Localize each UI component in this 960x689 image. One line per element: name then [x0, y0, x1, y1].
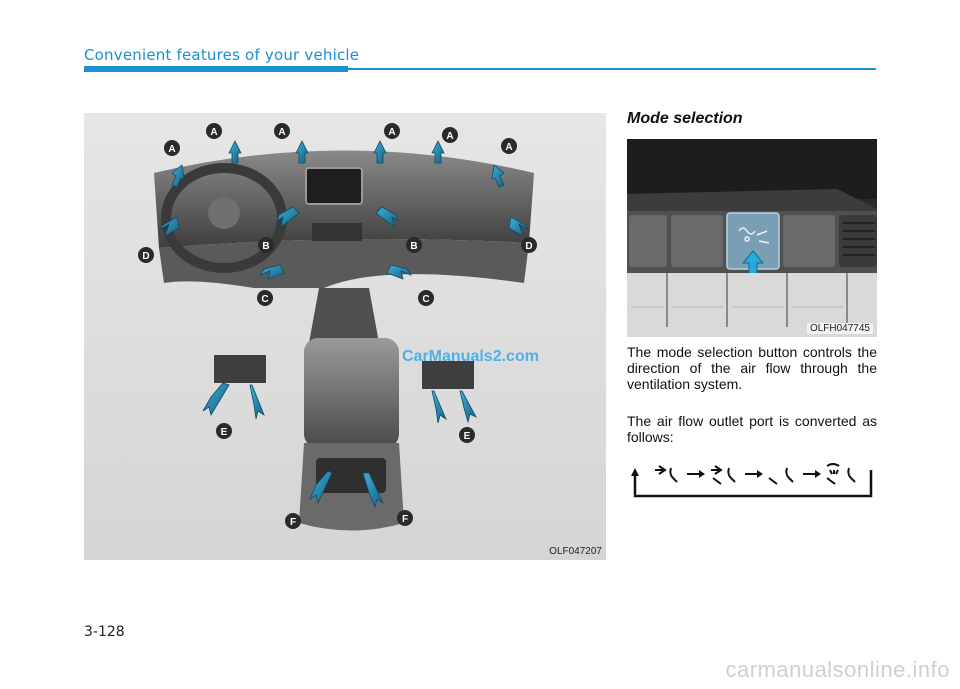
airflow-arrow [432, 391, 446, 423]
mode-sequence-diagram [627, 458, 877, 505]
outlet-label: F [289, 517, 297, 528]
mode-arrow [687, 470, 705, 478]
mode-arrow [803, 470, 821, 478]
panel-button [671, 215, 723, 267]
outlet-badge-a1 [206, 123, 222, 139]
header-rule-thick [84, 66, 348, 72]
steering-hub [208, 197, 240, 229]
mode-icon-floor-defrost [827, 464, 855, 484]
gear-area [309, 288, 379, 343]
outlet-label: A [505, 142, 513, 153]
outlet-badge-d2 [521, 237, 537, 253]
outlet-label: A [168, 144, 176, 155]
outlet-badge-b2 [406, 237, 422, 253]
figure-code: OLF047207 [549, 546, 602, 557]
outlet-badge-d1 [138, 247, 154, 263]
dashboard-illustration [84, 113, 606, 560]
outlet-badge-f1 [285, 513, 301, 529]
panel-button [783, 215, 835, 267]
mode-button-figure [627, 139, 877, 337]
center-screen [306, 168, 362, 204]
figure-code: OLFH047745 [807, 323, 873, 334]
panel-button [629, 215, 667, 267]
outlet-label: A [388, 127, 396, 138]
outlet-badge-b1 [258, 237, 274, 253]
outlet-badge-f2 [397, 510, 413, 526]
outlet-badge-a5 [164, 140, 180, 156]
outlet-label: A [210, 127, 218, 138]
climate-controls [312, 223, 362, 241]
dashboard-airflow-figure [84, 113, 606, 560]
page-number: 3-128 [84, 624, 125, 640]
mode-icon-floor [769, 468, 793, 484]
outlet-badge-a6 [501, 138, 517, 154]
outlet-label: C [422, 294, 430, 305]
header-rule-thin [348, 68, 876, 70]
outlet-badge-e2 [459, 427, 475, 443]
mode-icon-bi-level [711, 466, 735, 484]
mode-cycle-svg [627, 458, 877, 500]
outlet-badge-c1 [257, 290, 273, 306]
paragraph-mode-description: The mode selection button controls the direction of the air flow through the ventilation system. [627, 344, 877, 392]
outlet-label: F [401, 514, 409, 525]
airflow-arrow [460, 391, 476, 422]
outlet-label: D [142, 251, 150, 262]
outlet-label: A [446, 131, 454, 142]
outlet-badge-a2 [274, 123, 290, 139]
paragraph-conversion-intro: The air flow outlet port is converted as follows: [627, 413, 877, 445]
mode-icon-face [655, 466, 677, 482]
mode-arrow [745, 470, 763, 478]
outlet-badge-c2 [418, 290, 434, 306]
watermark-text: CarManuals2.com [402, 348, 539, 365]
center-console [304, 338, 399, 448]
outlet-badge-a4 [442, 127, 458, 143]
outlet-label: C [261, 294, 269, 305]
outlet-badge-a3 [384, 123, 400, 139]
outlet-label: B [410, 241, 418, 252]
outlet-label: B [262, 241, 270, 252]
outlet-label: D [525, 241, 533, 252]
control-panel-illustration [627, 139, 877, 337]
panel-screen-area [627, 139, 877, 199]
section-header-title: Convenient features of your vehicle [84, 46, 360, 64]
outlet-label: A [278, 127, 286, 138]
outlet-badge-e1 [216, 423, 232, 439]
footer-watermark-url: carmanualsonline.info [725, 657, 950, 682]
outlet-label: E [220, 427, 228, 438]
section-heading: Mode selection [627, 110, 743, 127]
airflow-arrow [250, 385, 264, 419]
cycle-loop-arrowhead [631, 468, 639, 476]
airflow-arrow [203, 383, 229, 415]
outlet-label: E [463, 431, 471, 442]
floor-duct-left [214, 355, 266, 383]
